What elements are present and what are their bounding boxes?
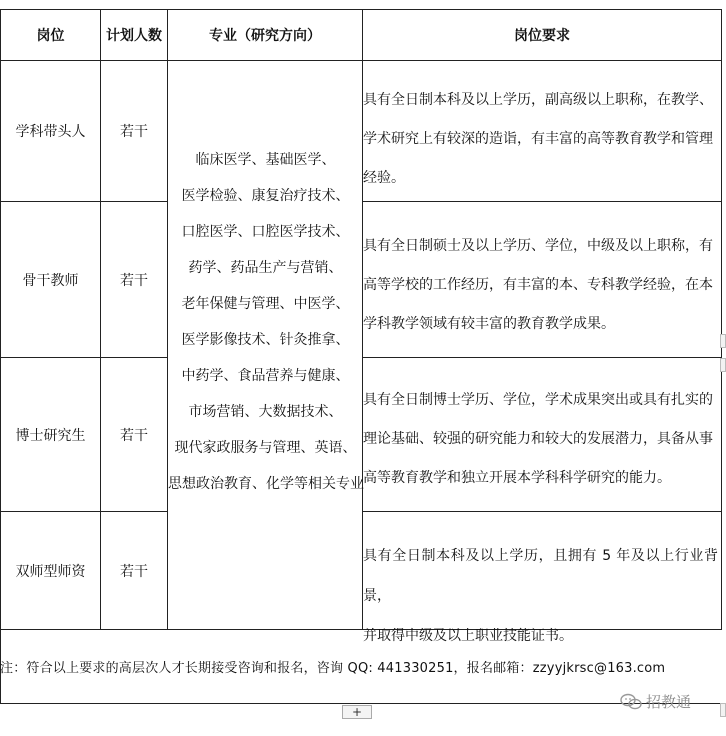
table-row-position: 骨干教师 — [1, 202, 101, 358]
requirement-text: 具有全日制本科及以上学历，且拥有 5 年及以上行业背景， 并取得中级及以上职业技能证书。 — [363, 548, 718, 644]
requirement-text: 具有全日制本科及以上学历，副高级以上职称，在教学、 学术研究上有较深的造诣，有丰富的高等教育教学和管理 经验。 — [363, 92, 713, 186]
table-row-planned: 若干 — [101, 358, 168, 512]
scroll-handle[interactable] — [720, 358, 726, 372]
table-row-position: 双师型师资 — [1, 512, 101, 630]
table-row-planned: 若干 — [101, 202, 168, 358]
watermark — [620, 691, 691, 712]
table-row-position: 学科带头人 — [1, 61, 101, 202]
header-major: 专业（研究方向） — [168, 10, 363, 61]
header-requirement: 岗位要求 — [363, 10, 722, 61]
add-row-button[interactable]: + — [342, 705, 372, 719]
requirement-text: 具有全日制博士学历、学位，学术成果突出或具有扎实的 理论基础、较强的研究能力和较大的发展潜力，具备从事 高等教育教学和独立开展本学科科学研究的能力。 — [363, 392, 713, 486]
scroll-handle[interactable] — [720, 703, 726, 717]
table-row-planned: 若干 — [101, 61, 168, 202]
scroll-handle[interactable] — [720, 334, 726, 348]
table-row-planned: 若干 — [101, 512, 168, 630]
wechat-icon — [620, 693, 642, 711]
note-text: 注：符合以上要求的高层次人才长期接受咨询和报名，咨询 QQ: 441330251，报名邮箱：zzyyjkrsc@163.com — [0, 661, 666, 676]
requirement-text: 具有全日制硕士及以上学历、学位，中级及以上职称，有 高等学校的工作经历，有丰富的本、专科教学经验，在本 学科教学领域有较丰富的教育教学成果。 — [363, 238, 713, 332]
watermark-text: 招教通 — [646, 693, 692, 711]
header-position: 岗位 — [1, 10, 101, 61]
major-list: 临床医学、基础医学、 医学检验、康复治疗技术、 口腔医学、口腔医学技术、 药学、药品生产与营销、 老年保健与管理、中医学、 医学影像技术、针灸推拿、 中药学、食品营养与健康、 市场营销、大数据技术、 现代家政服务与管理、英语、 思想政治教育、化学等相关专业 — [168, 152, 364, 492]
note-row-bottom-border — [0, 703, 722, 704]
header-planned: 计划人数 — [101, 10, 168, 61]
table-row-position: 博士研究生 — [1, 358, 101, 512]
